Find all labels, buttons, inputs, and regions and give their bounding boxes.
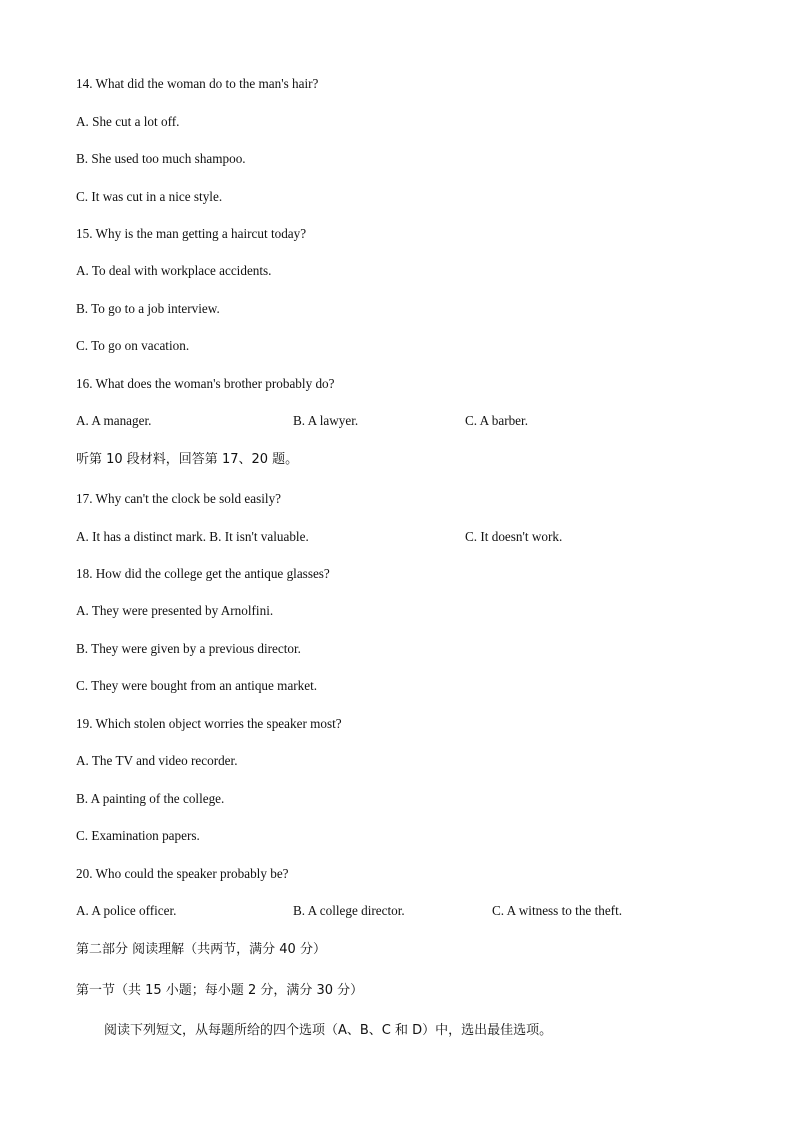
option-15b: B. To go to a job interview. [76, 301, 220, 316]
section-1-heading: 第一节（共 15 小题；每小题 2 分，满分 30 分） [76, 983, 364, 998]
reading-instruction: 阅读下列短文，从每题所给的四个选项（A、B、C 和 D）中，选出最佳选项。 [104, 1023, 553, 1038]
option-14b: B. She used too much shampoo. [76, 151, 246, 166]
option-18c: C. They were bought from an antique market. [76, 678, 318, 693]
question-16: 16. What does the woman's brother probably do? [76, 376, 335, 391]
question-15: 15. Why is the man getting a haircut today? [76, 226, 307, 241]
option-19a: A. The TV and video recorder. [76, 753, 238, 768]
option-16b: B. A lawyer. [293, 413, 359, 428]
question-19: 19. Which stolen object worries the speaker most? [76, 716, 342, 731]
option-19b: B. A painting of the college. [76, 791, 225, 806]
option-15c: C. To go on vacation. [76, 338, 190, 353]
option-17ab: A. It has a distinct mark. B. It isn't valuable. [76, 529, 309, 544]
option-16c: C. A barber. [465, 413, 528, 428]
question-17: 17. Why can't the clock be sold easily? [76, 491, 282, 506]
question-20: 20. Who could the speaker probably be? [76, 866, 289, 881]
part-2-heading: 第二部分 阅读理解（共两节，满分 40 分） [76, 942, 326, 957]
section-10-heading: 听第 10 段材料，回答第 17、20 题。 [76, 452, 299, 467]
option-17c: C. It doesn't work. [465, 529, 563, 544]
option-15a: A. To deal with workplace accidents. [76, 263, 272, 278]
question-18: 18. How did the college get the antique glasses? [76, 566, 330, 581]
option-18b: B. They were given by a previous director. [76, 641, 301, 656]
option-18a: A. They were presented by Arnolfini. [76, 603, 274, 618]
option-14a: A. She cut a lot off. [76, 114, 180, 129]
question-14: 14. What did the woman do to the man's hair? [76, 76, 319, 91]
option-20a: A. A police officer. [76, 903, 177, 918]
option-19c: C. Examination papers. [76, 828, 200, 843]
option-16a: A. A manager. [76, 413, 152, 428]
option-20c: C. A witness to the theft. [492, 903, 623, 918]
option-20b: B. A college director. [293, 903, 405, 918]
option-14c: C. It was cut in a nice style. [76, 189, 223, 204]
